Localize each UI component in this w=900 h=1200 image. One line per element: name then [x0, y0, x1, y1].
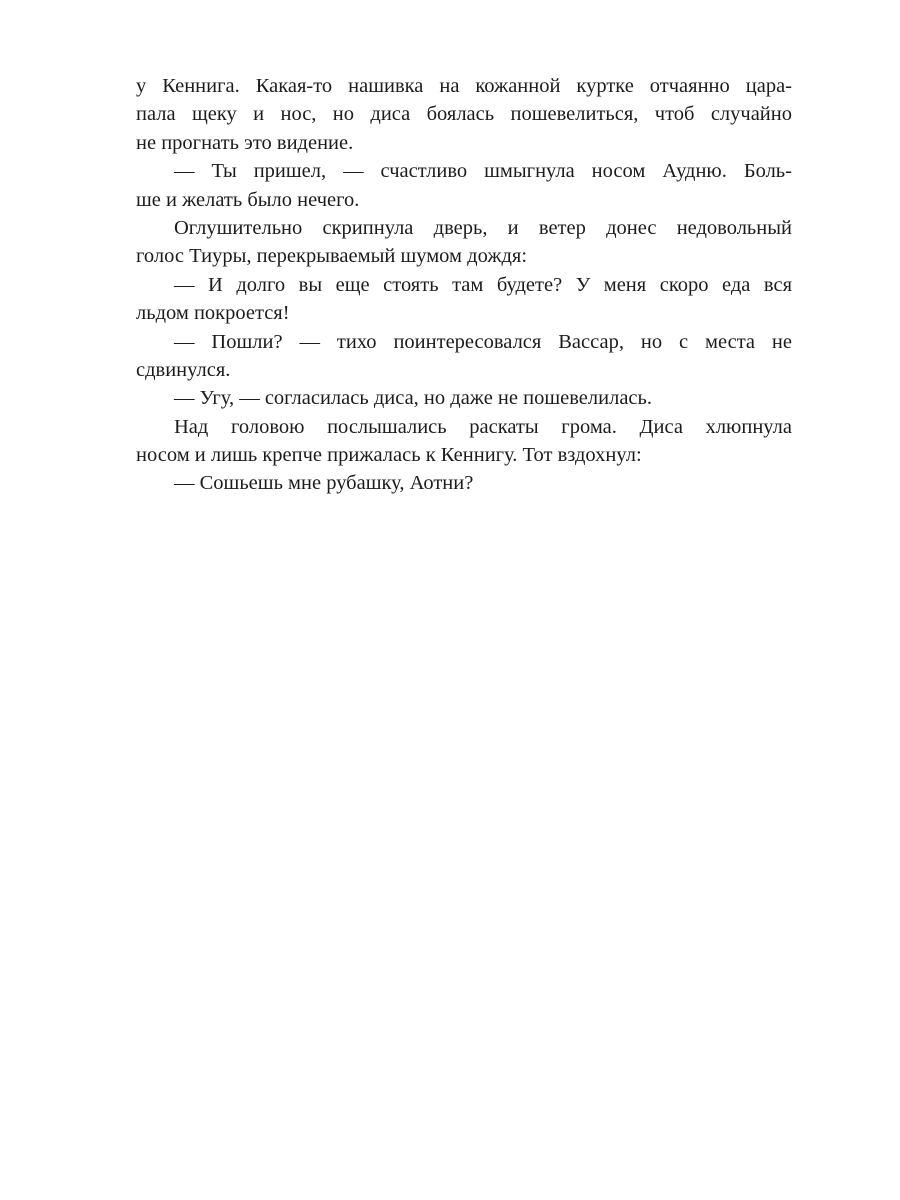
text-line: Оглушительно скрипнула дверь, и ветер донес недовольный — [174, 216, 792, 239]
text-line: ше и желать было нечего. — [136, 188, 360, 211]
text-line: льдом покроется! — [136, 302, 290, 325]
text-line: — Ты пришел, — счастливо шмыгнула носом Аудню. Боль- — [174, 160, 792, 183]
text-line: — И долго вы еще стоять там будете? У меня скоро еда вся — [174, 273, 792, 296]
text-line: у Кеннига. Какая-то нашивка на кожанной куртке отчаянно цара- — [136, 75, 792, 97]
text-line: — Сошьешь мне рубашку, Аотни? — [174, 472, 474, 495]
text-line: пала щеку и нос, но диса боялась пошевелиться, чтоб случайно — [136, 103, 792, 126]
text-line: — Пошли? — тихо поинтересовался Вассар, но с места не — [174, 330, 792, 353]
text-line: — Угу, — согласилась диса, но даже не пошевелилась. — [174, 387, 652, 410]
text-line: сдвинулся. — [136, 358, 231, 381]
text-line: не прогнать это видение. — [136, 131, 354, 154]
body-text — [136, 72, 792, 498]
text-line: Над головою послышались раскаты грома. Диса хлюпнула — [174, 415, 792, 438]
text-line: носом и лишь крепче прижалась к Кеннигу. Тот вздохнул: — [136, 444, 642, 467]
text-line: голос Тиуры, перекрываемый шумом дождя: — [136, 245, 528, 268]
